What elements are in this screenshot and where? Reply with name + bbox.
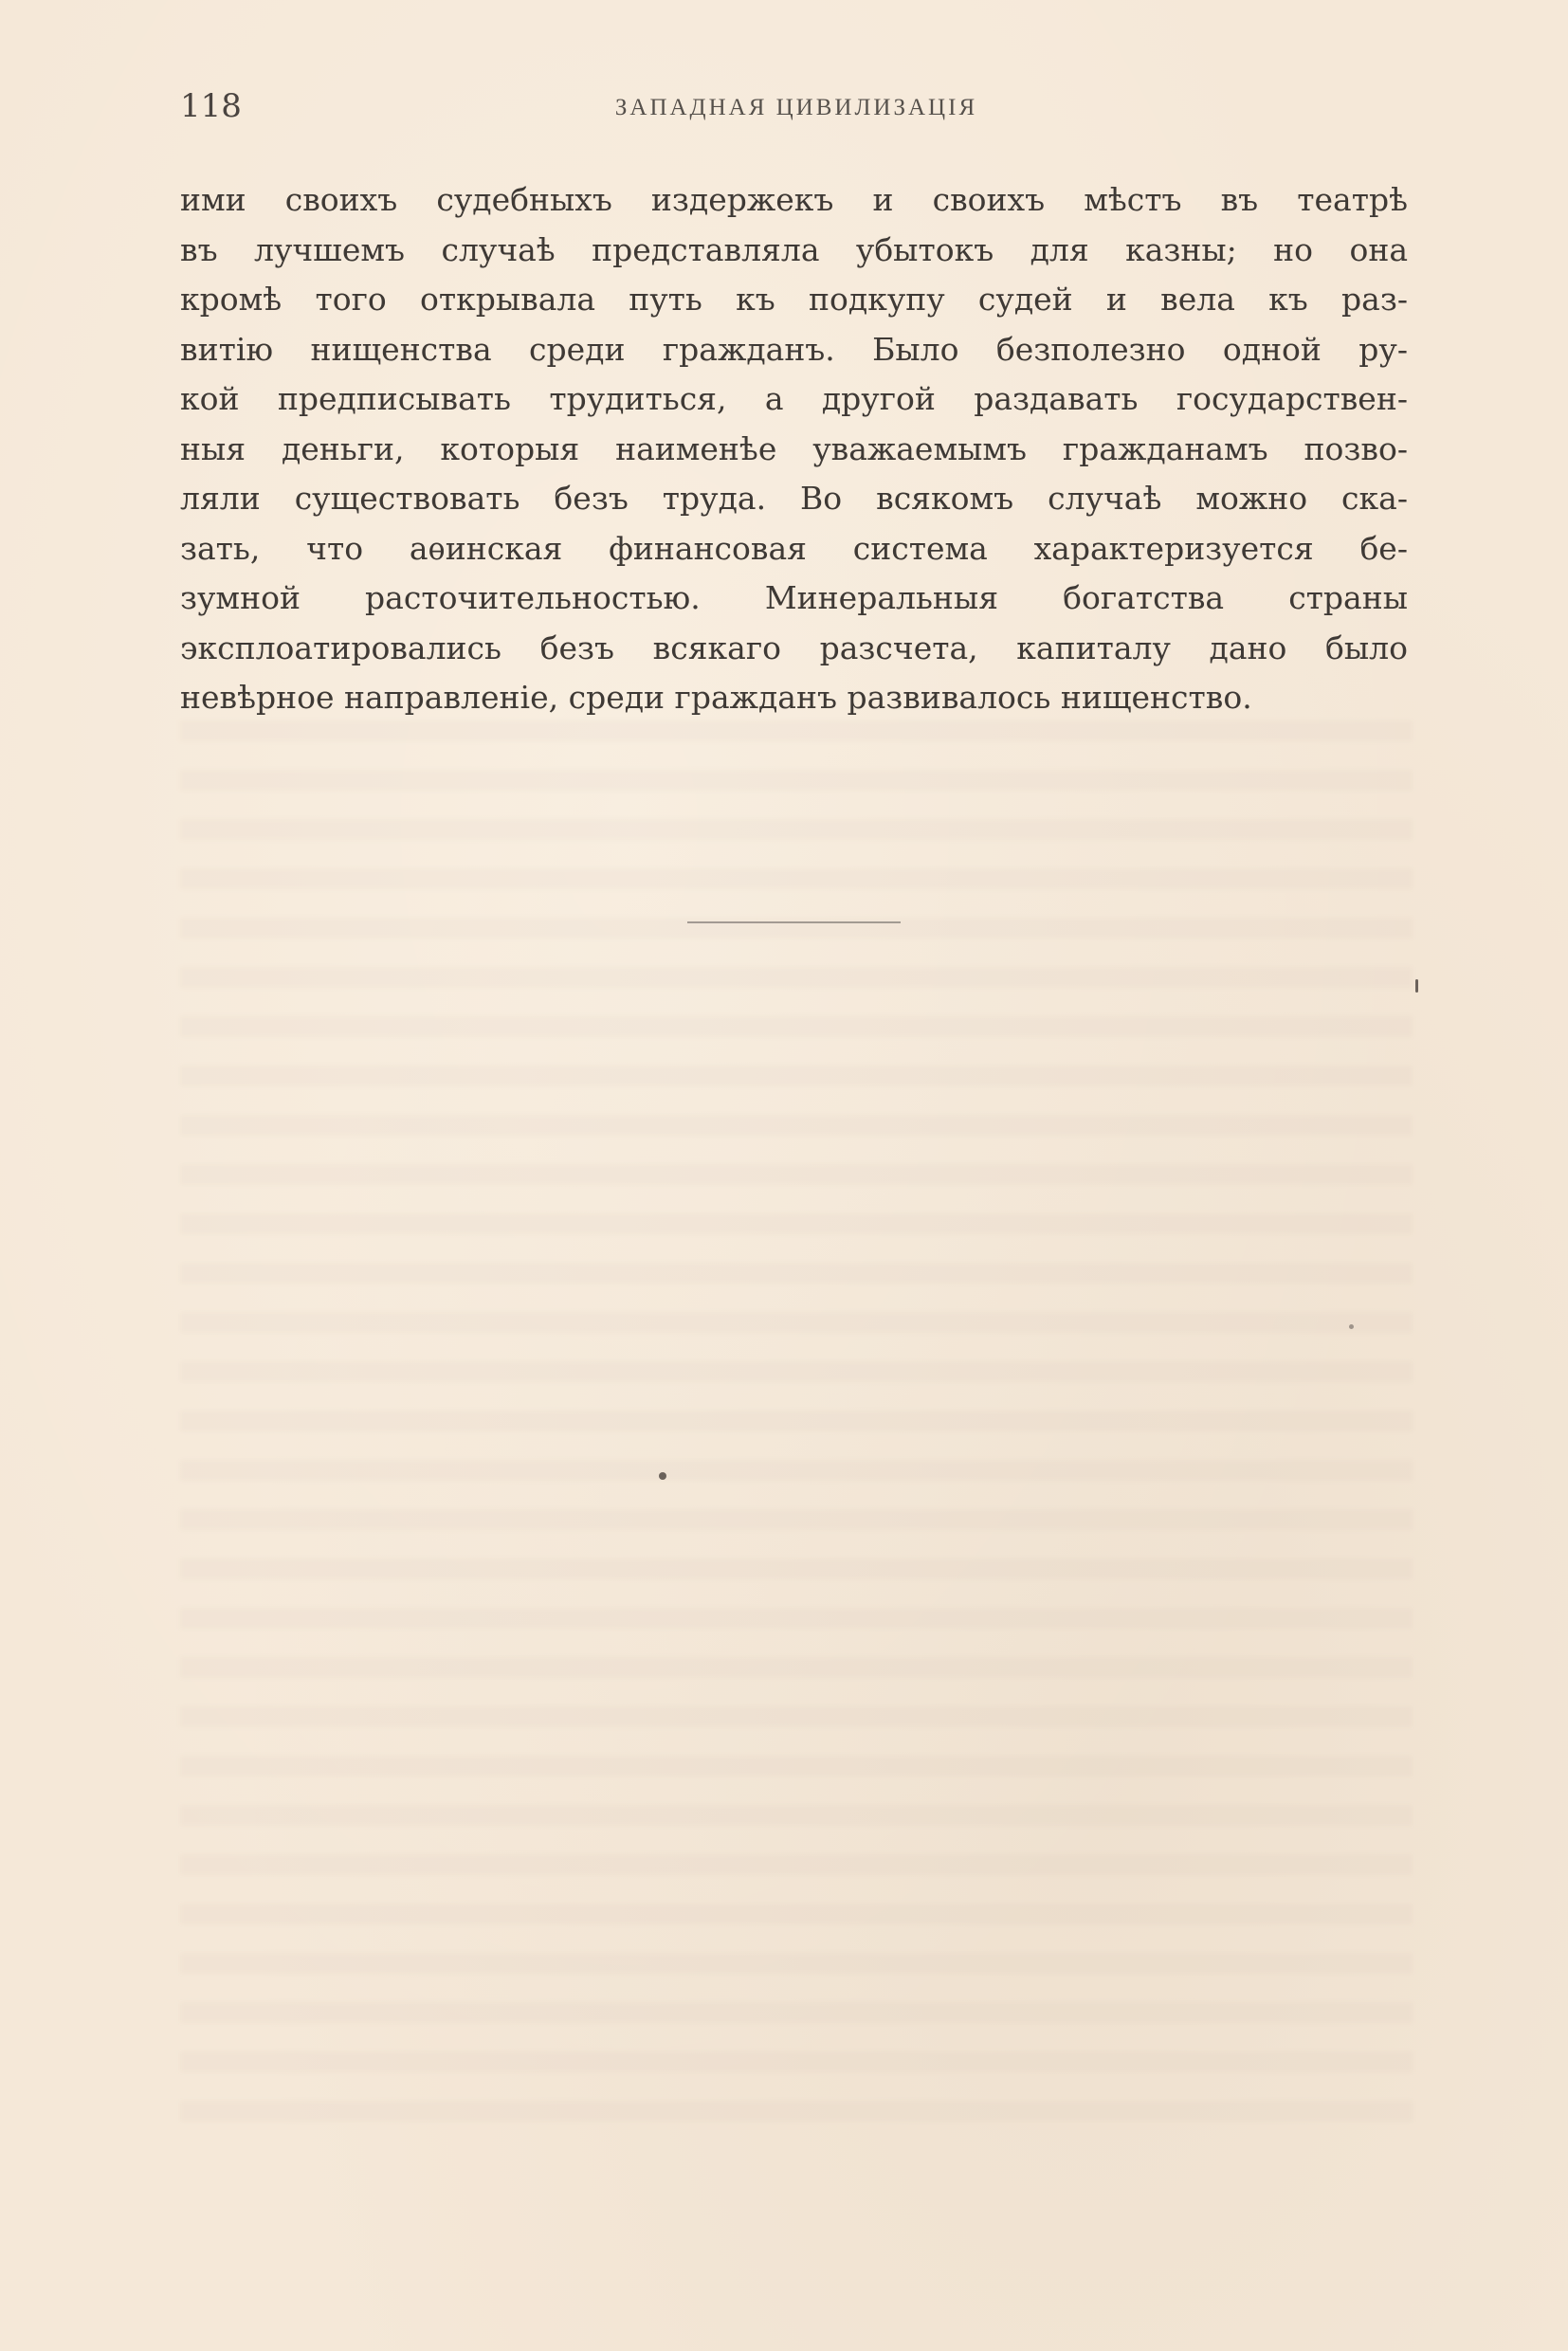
text-line: витію нищенства среди гражданъ. Было безполезно одной ру-	[180, 330, 1408, 368]
text-line: ими своихъ судебныхъ издержекъ и своихъ мѣстъ въ театрѣ	[180, 181, 1408, 218]
ink-speck	[659, 1472, 666, 1480]
text-line: зумной расточительностью. Минеральныя богатства страны	[180, 579, 1408, 616]
section-divider	[687, 921, 901, 923]
page-number: 118	[180, 87, 242, 125]
text-line: кромѣ того открывала путь къ подкупу судей и вела къ раз-	[180, 281, 1408, 318]
text-line: въ лучшемъ случаѣ представляла убытокъ для казны; но она	[180, 230, 1408, 268]
text-line: невѣрное направленіе, среди гражданъ развивалось нищенство.	[180, 679, 1252, 716]
ink-speck	[1349, 1324, 1354, 1329]
page-header	[180, 87, 1413, 135]
text-line: зать, что аѳинская финансовая система характеризуется бе-	[180, 529, 1408, 567]
show-through-texture	[180, 720, 1413, 2142]
text-line: ныя деньги, которыя наименѣе уважаемымъ гражданамъ позво-	[180, 429, 1408, 467]
ink-speck	[1415, 979, 1418, 993]
running-head: ЗАПАДНАЯ ЦИВИЛИЗАЦІЯ	[614, 95, 978, 120]
text-line: ляли существовать безъ труда. Во всякомъ случаѣ можно ска-	[180, 480, 1408, 517]
text-line: эксплоатировались безъ всякаго разсчета, капиталу дано было	[180, 629, 1408, 666]
body-paragraph	[180, 175, 1408, 723]
text-line: кой предписывать трудиться, а другой раздавать государствен-	[180, 380, 1408, 417]
